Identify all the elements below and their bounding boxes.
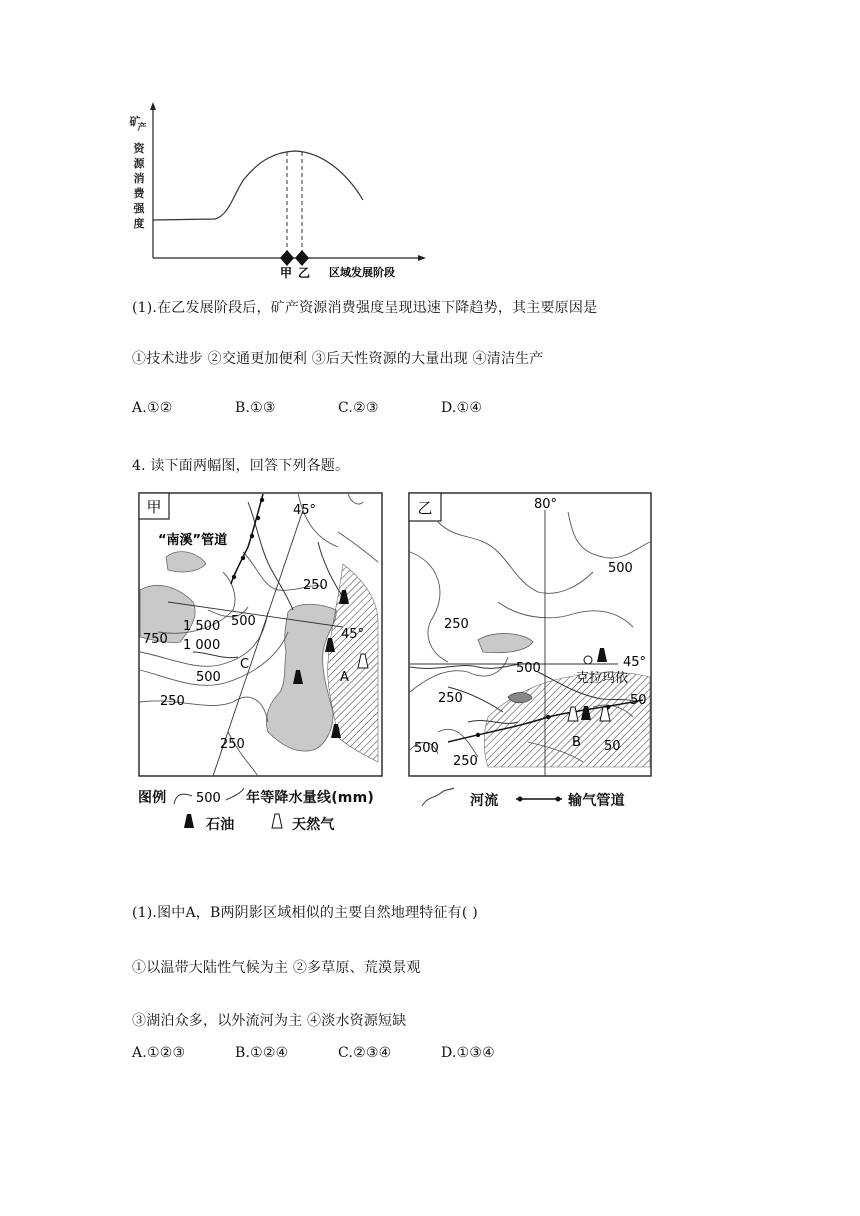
legend-gas-icon xyxy=(270,812,284,830)
diamond-marker-jia xyxy=(280,250,294,266)
lon-label-80: 80° xyxy=(534,497,558,512)
legend-title: 图例 xyxy=(138,790,167,806)
marker-label-yi: 乙 xyxy=(297,266,311,280)
isohyet-value: 250 xyxy=(160,694,185,709)
option-b: B.①③ xyxy=(235,400,276,416)
ylabel-char: 源 xyxy=(133,157,145,170)
question-statement-1: ①以温带大陆性气候为主 ②多草原、荒漠景观 xyxy=(132,960,421,976)
lat-label-45-top: 45° xyxy=(293,503,317,518)
diamond-marker-yi xyxy=(295,250,309,266)
pipeline-label: “南溪”管道 xyxy=(158,533,228,548)
ylabel-char: 矿 xyxy=(129,115,141,128)
ylabel-char: 强 xyxy=(133,202,145,215)
y-axis-arrow xyxy=(150,102,156,110)
isohyet-value: 500 xyxy=(231,614,256,629)
answer-options xyxy=(132,1045,495,1061)
isohyet-value: 500 xyxy=(196,670,221,685)
isohyet-value: 250 xyxy=(303,578,328,593)
option-c: C.②③ xyxy=(338,400,379,416)
option-a: A.①② xyxy=(132,400,173,416)
isohyet-value: 250 xyxy=(220,737,245,752)
legend-isohyet-value: 500 xyxy=(196,791,221,806)
question-stem: (1).图中A，B两阴影区域相似的主要自然地理特征有( ) xyxy=(132,905,478,921)
legend-river-symbol xyxy=(420,786,456,808)
ylabel-char: 资 xyxy=(133,142,145,155)
ylabel-char: 产 xyxy=(137,123,147,133)
isohyet-value: 50 xyxy=(604,739,621,754)
map-title-yi: 乙 xyxy=(417,499,433,517)
option-b: B.①②④ xyxy=(235,1045,289,1061)
question-statement-2: ③湖泊众多，以外流河为主 ④淡水资源短缺 xyxy=(132,1013,407,1029)
isohyet-value: 250 xyxy=(438,691,463,706)
chart-xlabel: 区域发展阶段 xyxy=(329,266,395,279)
isohyet-value: 500 xyxy=(414,741,439,756)
option-d: D.①③④ xyxy=(441,1045,495,1061)
lat-label-45-right: 45° xyxy=(341,627,365,642)
label-b: B xyxy=(572,735,581,750)
x-axis-arrow xyxy=(418,255,426,261)
legend-pipeline-text: 输气管道 xyxy=(568,793,625,809)
isohyet-value: 250 xyxy=(453,754,478,769)
label-c: C xyxy=(240,657,250,672)
option-d: D.①④ xyxy=(441,400,483,416)
ylabel-char: 度 xyxy=(133,217,145,230)
city-marker xyxy=(584,656,592,664)
ylabel-char: 消 xyxy=(133,172,145,185)
question-4-heading: 4. 读下面两幅图，回答下列各题。 xyxy=(132,458,350,474)
map-title-jia: 甲 xyxy=(146,498,162,516)
consumption-intensity-chart xyxy=(120,100,440,285)
label-a: A xyxy=(340,670,349,685)
map-jia xyxy=(138,492,383,777)
legend-isohyet-text: 年等降水量线(mm) xyxy=(246,790,374,806)
map-yi xyxy=(408,492,652,777)
lat-label-45: 45° xyxy=(623,655,647,670)
legend-oil-icon xyxy=(182,812,196,830)
question-stem: (1).在乙发展阶段后，矿产资源消费强度呈现迅速下降趋势，其主要原因是 xyxy=(132,300,598,316)
isohyet-value: 50 xyxy=(630,693,647,708)
answer-options xyxy=(132,400,482,416)
option-c: C.②③④ xyxy=(338,1045,392,1061)
isohyet-value: 500 xyxy=(608,561,633,576)
chart-ylabel xyxy=(130,114,147,230)
marker-label-jia: 甲 xyxy=(279,266,293,280)
consumption-curve xyxy=(153,151,363,220)
isohyet-value: 250 xyxy=(444,617,469,632)
isohyet-value: 1 000 xyxy=(183,638,221,653)
legend-pipeline-symbol xyxy=(514,792,564,806)
isohyet-value: 500 xyxy=(516,661,541,676)
ylabel-char: 费 xyxy=(133,187,145,200)
option-a: A.①②③ xyxy=(132,1045,186,1061)
legend-river-text: 河流 xyxy=(470,793,499,809)
isohyet-value: 1 500 xyxy=(183,619,221,634)
question-statements: ①技术进步 ②交通更加便利 ③后天性资源的大量出现 ④清洁生产 xyxy=(132,351,544,367)
isohyet-value: 750 xyxy=(143,632,168,647)
city-label: 克拉玛依 xyxy=(576,671,629,686)
legend-oil-text: 石油 xyxy=(206,817,235,833)
legend-gas-text: 天然气 xyxy=(292,817,335,833)
